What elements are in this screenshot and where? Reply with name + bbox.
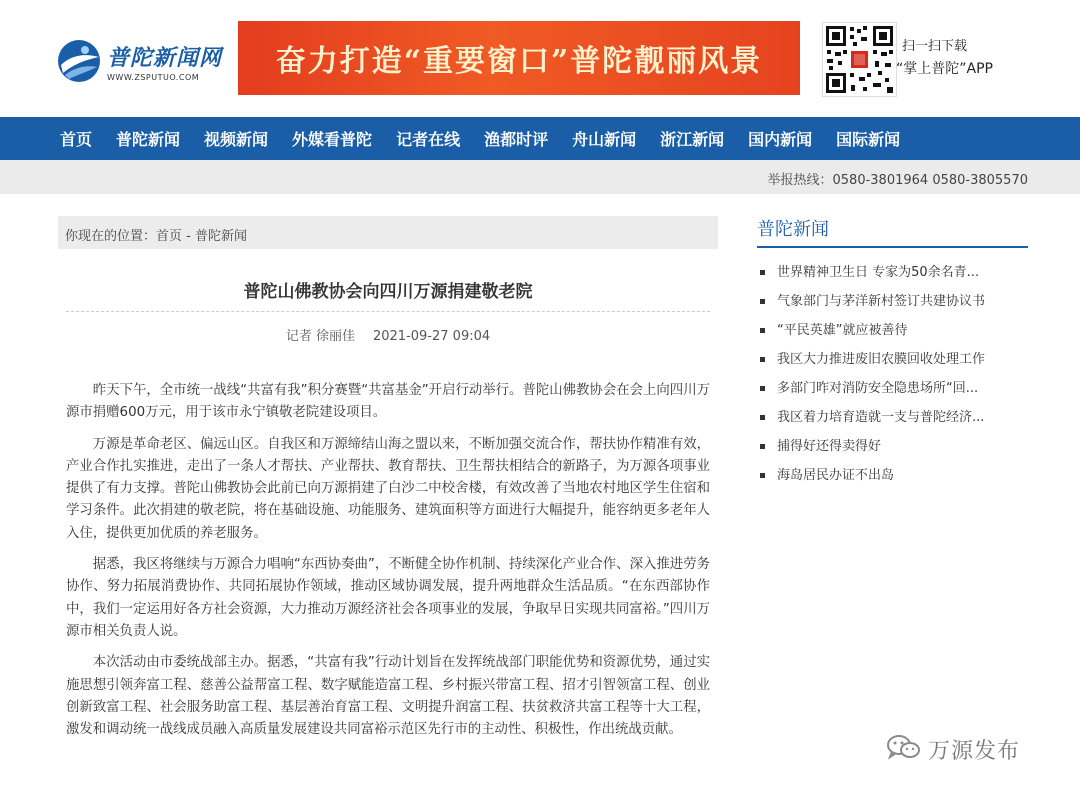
article-paragraph: 本次活动由市委统战部主办。据悉，“共富有我”行动计划旨在发挥统战部门职能优势和资源优势，通过实施思想引领奔富工程、慈善公益帮富工程、数字赋能造富工程、乡村振兴带富工程、招才引智领富工程、创业创新致富工程、社会服务助富工程、基层善治育富工程、文明提升润富工程、扶贫救济共富工程等十大工程，激发和调动统一战线成员融入高质量发展建设共同富裕示范区先行市的主动性、积极性，作出统战贡献。 [66,655,710,738]
article-author: 记者 徐丽佳 [285,329,355,344]
main-nav [0,117,1080,160]
qr-caption-line2: “掌上普陀”APP [896,61,993,77]
article-paragraph: 昨天下午，全市统一战线“共富有我”积分赛暨“共富基金”开启行动举行。普陀山佛教协会在会上向四川万源市捐赠600万元，用于该市永宁镇敬老院建设项目。 [66,383,710,421]
article-body [66,380,710,741]
nav-item-zhejiang-news[interactable]: 浙江新闻 [660,130,725,149]
qr-code-icon [822,22,897,97]
header-banner[interactable] [238,21,800,95]
nav-item-commentary[interactable]: 渔都时评 [484,130,549,149]
wechat-icon [886,733,922,765]
logo-name: 普陀新闻网 [107,45,223,71]
sidebar-news-item[interactable]: 我区着力培育造就一支与普陀经济... [757,403,1017,432]
site-logo[interactable] [55,36,225,86]
article-title: 普陀山佛教协会向四川万源捐建敬老院 [66,272,710,312]
banner-text: 奋力打造“重要窗口”普陀靓丽风景 [275,44,763,79]
sidebar [757,216,1028,490]
sidebar-news-item[interactable]: “平民英雄”就应被善待 [757,316,1017,345]
breadcrumb-prefix: 你现在的位置： [65,229,157,244]
hotline-text: 举报热线：0580-3801964 0580-3805570 [767,173,1028,188]
breadcrumb-current-link[interactable]: 普陀新闻 [195,229,248,244]
nav-item-foreign-media[interactable]: 外媒看普陀 [292,130,373,149]
nav-item-home[interactable]: 首页 [60,130,93,149]
sidebar-news-item[interactable]: 捕得好还得卖得好 [757,432,1017,461]
sidebar-title: 普陀新闻 [757,216,1028,248]
sidebar-news-item[interactable]: 世界精神卫生日 专家为50余名青... [757,258,1017,287]
article-paragraph: 万源是革命老区、偏远山区。自我区和万源缔结山海之盟以来，不断加强交流合作，帮扶协作精准有效，产业合作扎实推进，走出了一条人才帮扶、产业帮扶、教育帮扶、卫生帮扶相结合的新路子，为万源各项事业提供了有力支撑。普陀山佛教协会此前已向万源捐建了白沙二中校舍楼，有效改善了当地农村地区学生住宿和学习条件。此次捐建的敬老院，将在基础设施、功能服务、建筑面积等方面进行大幅提升，能容纳更多老年人入住，提供更加优质的养老服务。 [66,436,710,541]
sidebar-news-list [757,258,1028,490]
logo-globe-icon [55,37,103,85]
sidebar-news-item[interactable]: 气象部门与茅洋新村签订共建协议书 [757,287,1017,316]
breadcrumb [58,216,718,249]
breadcrumb-home-link[interactable]: 首页 [156,229,183,244]
article-meta [66,325,710,344]
article-paragraph: 据悉，我区将继续与万源合力唱响“东西协奏曲”，不断健全协作机制、持续深化产业合作、深入推进劳务协作、努力拓展消费协作、共同拓展协作领域，推动区域协调发展，提升两地群众生活品质。“在东西部协作中，我们一定运用好各方社会资源，大力推动万源经济社会各项事业的发展，争取早日实现共同富裕。”四川万源市相关负责人说。 [66,557,710,639]
nav-item-international-news[interactable]: 国际新闻 [836,130,901,149]
watermark [886,733,1020,765]
breadcrumb-separator: - [182,229,195,244]
nav-item-video-news[interactable]: 视频新闻 [204,130,269,149]
nav-item-domestic-news[interactable]: 国内新闻 [748,130,813,149]
qr-caption [896,36,1052,80]
site-header [0,0,1080,117]
hotline-bar [0,160,1080,194]
sidebar-news-item[interactable]: 多部门昨对消防安全隐患场所“回... [757,374,1017,403]
sidebar-news-item[interactable]: 海岛居民办证不出岛 [757,461,1017,490]
watermark-text: 万源发布 [928,738,1021,764]
sidebar-news-item[interactable]: 我区大力推进废旧农膜回收处理工作 [757,345,1017,374]
nav-item-reporters[interactable]: 记者在线 [396,130,461,149]
qr-caption-line1: 扫一扫下载 [902,39,968,54]
logo-url: WWW.ZSPUTUO.COM [107,72,200,82]
nav-item-putuo-news[interactable]: 普陀新闻 [116,130,181,149]
article-date: 2021-09-27 09:04 [372,329,491,344]
nav-item-zhoushan-news[interactable]: 舟山新闻 [572,130,637,149]
article [66,272,710,750]
